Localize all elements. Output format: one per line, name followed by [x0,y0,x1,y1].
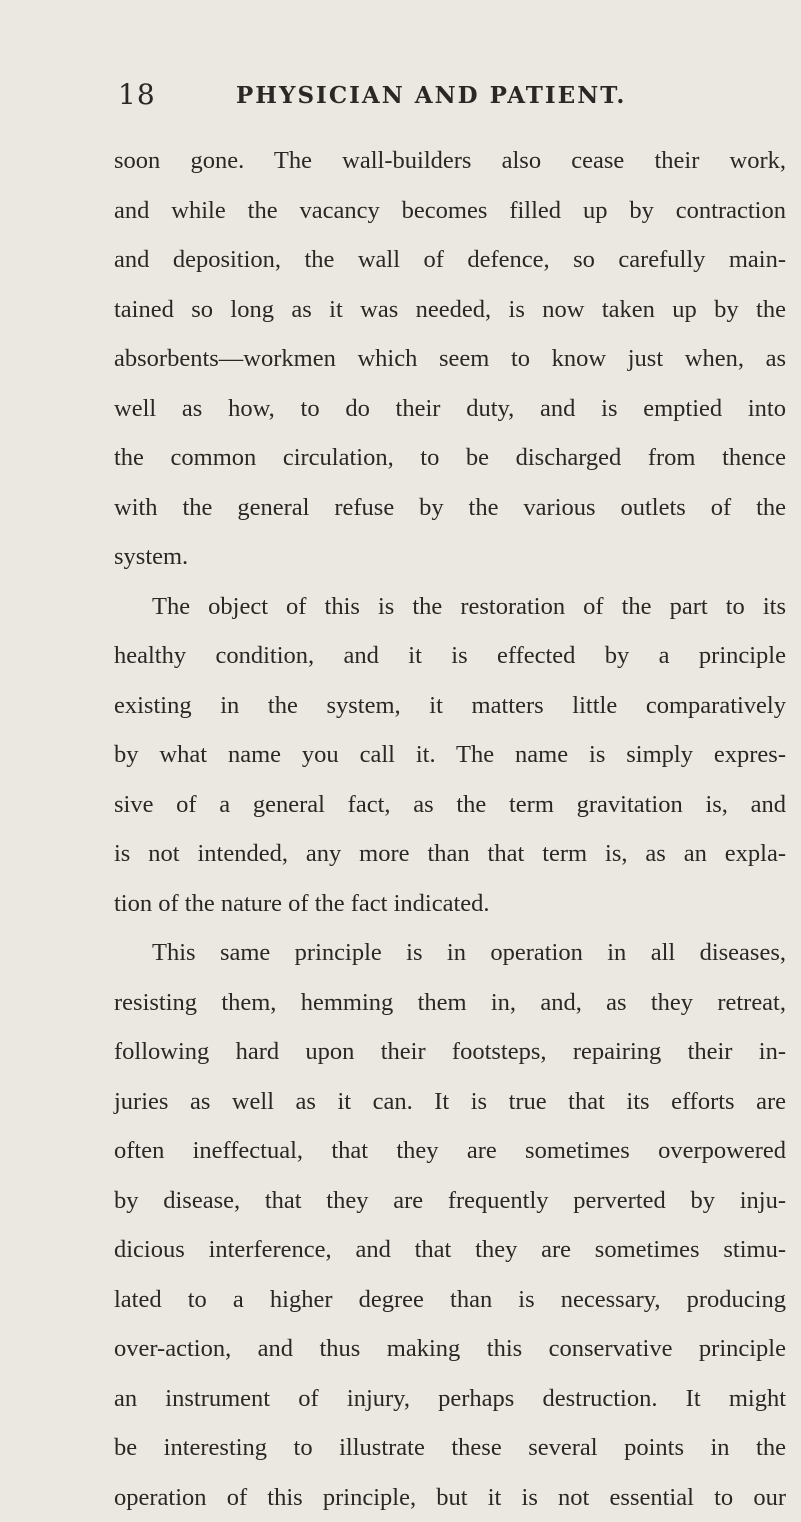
page-number: 18 [118,78,156,111]
text-line: tained so long as it was needed, is now taken up by the [114,285,786,335]
text-line: juries as well as it can. It is true that its efforts are [114,1077,786,1127]
text-line: The object of this is the restoration of the part to its [114,582,786,632]
text-line: absorbents—workmen which seem to know just when, as [114,334,786,384]
body-text [114,136,786,1522]
text-line: be interesting to illustrate these several points in the [114,1423,786,1473]
text-line: often ineffectual, that they are sometimes overpowered [114,1126,786,1176]
text-line: by disease, that they are frequently perverted by inju- [114,1176,786,1226]
text-line: and deposition, the wall of defence, so carefully main- [114,235,786,285]
text-line: system. [114,532,786,582]
text-line: over-action, and thus making this conservative principle [114,1324,786,1374]
text-line: with the general refuse by the various outlets of the [114,483,786,533]
text-line: the common circulation, to be discharged from thence [114,433,786,483]
text-line: is not intended, any more than that term is, as an expla- [114,829,786,879]
text-line: by what name you call it. The name is simply expres- [114,730,786,780]
text-line: soon gone. The wall-builders also cease their work, [114,136,786,186]
text-line: healthy condition, and it is effected by a principle [114,631,786,681]
text-line: lated to a higher degree than is necessary, producing [114,1275,786,1325]
text-line: resisting them, hemming them in, and, as they retreat, [114,978,786,1028]
running-head [118,78,758,118]
text-line: well as how, to do their duty, and is emptied into [114,384,786,434]
text-line: tion of the nature of the fact indicated. [114,879,786,929]
text-line: operation of this principle, but it is not essential to our [114,1473,786,1522]
running-title: PHYSICIAN AND PATIENT. [236,82,626,109]
text-line: existing in the system, it matters little comparatively [114,681,786,731]
text-line: following hard upon their footsteps, repairing their in- [114,1027,786,1077]
text-line: sive of a general fact, as the term gravitation is, and [114,780,786,830]
text-line: This same principle is in operation in all diseases, [114,928,786,978]
text-line: dicious interference, and that they are sometimes stimu- [114,1225,786,1275]
text-line: an instrument of injury, perhaps destruction. It might [114,1374,786,1424]
text-line: and while the vacancy becomes filled up by contraction [114,186,786,236]
